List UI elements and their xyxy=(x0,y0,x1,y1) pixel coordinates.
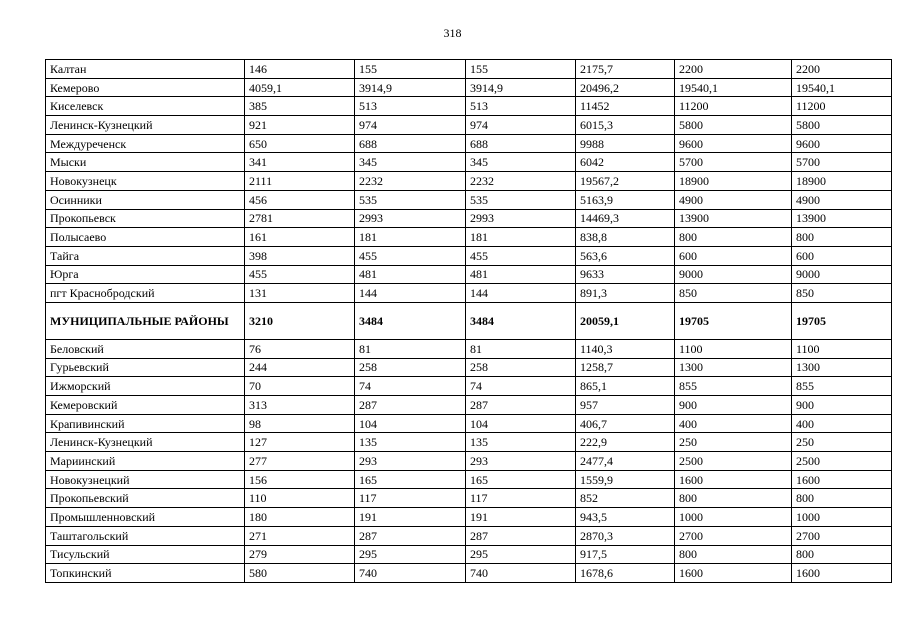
value-cell-col5: 800 xyxy=(675,489,792,508)
table-row xyxy=(46,246,892,265)
value-cell-col1: 398 xyxy=(245,246,355,265)
value-cell-col5: 1600 xyxy=(675,564,792,583)
value-cell-col4: 406,7 xyxy=(576,414,675,433)
row-name-cell: МУНИЦИПАЛЬНЫЕ РАЙОНЫ xyxy=(46,302,245,339)
row-name-cell: Промышленновский xyxy=(46,508,245,527)
table-row xyxy=(46,452,892,471)
value-cell-col6: 1100 xyxy=(792,339,892,358)
table-row xyxy=(46,526,892,545)
value-cell-col3: 104 xyxy=(466,414,576,433)
value-cell-col5: 19540,1 xyxy=(675,78,792,97)
value-cell-col4: 19567,2 xyxy=(576,172,675,191)
value-cell-col5: 1300 xyxy=(675,358,792,377)
table-row xyxy=(46,396,892,415)
row-name-cell: Тайга xyxy=(46,246,245,265)
table-row xyxy=(46,489,892,508)
row-name-cell: Мариинский xyxy=(46,452,245,471)
value-cell-col2: 117 xyxy=(355,489,466,508)
value-cell-col2: 81 xyxy=(355,339,466,358)
value-cell-col5: 18900 xyxy=(675,172,792,191)
value-cell-col2: 740 xyxy=(355,564,466,583)
row-name-cell: Калтан xyxy=(46,60,245,79)
row-name-cell: Ижморский xyxy=(46,377,245,396)
value-cell-col2: 135 xyxy=(355,433,466,452)
value-cell-col3: 117 xyxy=(466,489,576,508)
value-cell-col1: 279 xyxy=(245,545,355,564)
value-cell-col6: 1000 xyxy=(792,508,892,527)
value-cell-col5: 4900 xyxy=(675,190,792,209)
value-cell-col1: 313 xyxy=(245,396,355,415)
value-cell-col1: 244 xyxy=(245,358,355,377)
value-cell-col2: 165 xyxy=(355,470,466,489)
row-name-cell: пгт Краснобродский xyxy=(46,284,245,303)
row-name-cell: Топкинский xyxy=(46,564,245,583)
value-cell-col2: 144 xyxy=(355,284,466,303)
row-name-cell: Новокузнецк xyxy=(46,172,245,191)
value-cell-col2: 345 xyxy=(355,153,466,172)
value-cell-col5: 13900 xyxy=(675,209,792,228)
value-cell-col1: 455 xyxy=(245,265,355,284)
value-cell-col6: 19705 xyxy=(792,302,892,339)
table-row xyxy=(46,97,892,116)
value-cell-col5: 2500 xyxy=(675,452,792,471)
value-cell-col3: 155 xyxy=(466,60,576,79)
value-cell-col3: 513 xyxy=(466,97,576,116)
value-cell-col5: 9600 xyxy=(675,134,792,153)
table-row xyxy=(46,377,892,396)
value-cell-col4: 838,8 xyxy=(576,228,675,247)
value-cell-col3: 740 xyxy=(466,564,576,583)
row-name-cell: Ленинск-Кузнецкий xyxy=(46,116,245,135)
section-header-row xyxy=(46,302,892,339)
value-cell-col3: 455 xyxy=(466,246,576,265)
value-cell-col1: 70 xyxy=(245,377,355,396)
table-row xyxy=(46,153,892,172)
value-cell-col3: 287 xyxy=(466,396,576,415)
value-cell-col3: 74 xyxy=(466,377,576,396)
value-cell-col1: 161 xyxy=(245,228,355,247)
value-cell-col6: 9000 xyxy=(792,265,892,284)
value-cell-col1: 921 xyxy=(245,116,355,135)
table-row xyxy=(46,78,892,97)
value-cell-col4: 1258,7 xyxy=(576,358,675,377)
value-cell-col6: 600 xyxy=(792,246,892,265)
row-name-cell: Таштагольский xyxy=(46,526,245,545)
row-name-cell: Ленинск-Кузнецкий xyxy=(46,433,245,452)
table-row xyxy=(46,228,892,247)
row-name-cell: Кемеровский xyxy=(46,396,245,415)
value-cell-col4: 20496,2 xyxy=(576,78,675,97)
value-cell-col4: 957 xyxy=(576,396,675,415)
table-row xyxy=(46,508,892,527)
value-cell-col2: 535 xyxy=(355,190,466,209)
row-name-cell: Осинники xyxy=(46,190,245,209)
data-table xyxy=(45,59,892,583)
table-row xyxy=(46,60,892,79)
value-cell-col5: 400 xyxy=(675,414,792,433)
value-cell-col6: 2500 xyxy=(792,452,892,471)
table-row xyxy=(46,134,892,153)
row-name-cell: Крапивинский xyxy=(46,414,245,433)
value-cell-col3: 535 xyxy=(466,190,576,209)
value-cell-col1: 156 xyxy=(245,470,355,489)
value-cell-col4: 917,5 xyxy=(576,545,675,564)
value-cell-col2: 295 xyxy=(355,545,466,564)
value-cell-col3: 135 xyxy=(466,433,576,452)
value-cell-col6: 855 xyxy=(792,377,892,396)
value-cell-col4: 943,5 xyxy=(576,508,675,527)
value-cell-col3: 2993 xyxy=(466,209,576,228)
value-cell-col3: 974 xyxy=(466,116,576,135)
value-cell-col4: 222,9 xyxy=(576,433,675,452)
value-cell-col5: 800 xyxy=(675,545,792,564)
value-cell-col3: 3914,9 xyxy=(466,78,576,97)
value-cell-col4: 1140,3 xyxy=(576,339,675,358)
value-cell-col6: 19540,1 xyxy=(792,78,892,97)
value-cell-col4: 563,6 xyxy=(576,246,675,265)
row-name-cell: Киселевск xyxy=(46,97,245,116)
value-cell-col1: 146 xyxy=(245,60,355,79)
table-body xyxy=(46,60,892,583)
value-cell-col2: 688 xyxy=(355,134,466,153)
value-cell-col4: 2477,4 xyxy=(576,452,675,471)
table-row xyxy=(46,172,892,191)
value-cell-col2: 287 xyxy=(355,396,466,415)
value-cell-col1: 131 xyxy=(245,284,355,303)
row-name-cell: Новокузнецкий xyxy=(46,470,245,489)
value-cell-col5: 250 xyxy=(675,433,792,452)
table-row xyxy=(46,284,892,303)
value-cell-col3: 181 xyxy=(466,228,576,247)
table-row xyxy=(46,358,892,377)
value-cell-col5: 11200 xyxy=(675,97,792,116)
value-cell-col5: 5700 xyxy=(675,153,792,172)
value-cell-col1: 110 xyxy=(245,489,355,508)
value-cell-col3: 287 xyxy=(466,526,576,545)
value-cell-col2: 974 xyxy=(355,116,466,135)
value-cell-col2: 3484 xyxy=(355,302,466,339)
value-cell-col6: 1600 xyxy=(792,470,892,489)
value-cell-col5: 2700 xyxy=(675,526,792,545)
table-row xyxy=(46,116,892,135)
value-cell-col4: 6015,3 xyxy=(576,116,675,135)
value-cell-col1: 4059,1 xyxy=(245,78,355,97)
table-row xyxy=(46,470,892,489)
value-cell-col4: 11452 xyxy=(576,97,675,116)
value-cell-col6: 5700 xyxy=(792,153,892,172)
value-cell-col6: 800 xyxy=(792,228,892,247)
value-cell-col6: 900 xyxy=(792,396,892,415)
value-cell-col1: 2111 xyxy=(245,172,355,191)
table-row xyxy=(46,433,892,452)
table-row xyxy=(46,265,892,284)
value-cell-col3: 191 xyxy=(466,508,576,527)
row-name-cell: Полысаево xyxy=(46,228,245,247)
value-cell-col1: 3210 xyxy=(245,302,355,339)
row-name-cell: Кемерово xyxy=(46,78,245,97)
row-name-cell: Тисульский xyxy=(46,545,245,564)
value-cell-col4: 5163,9 xyxy=(576,190,675,209)
value-cell-col4: 20059,1 xyxy=(576,302,675,339)
value-cell-col4: 1559,9 xyxy=(576,470,675,489)
row-name-cell: Прокопьевск xyxy=(46,209,245,228)
value-cell-col2: 513 xyxy=(355,97,466,116)
page-number: 318 xyxy=(443,26,462,40)
value-cell-col2: 3914,9 xyxy=(355,78,466,97)
value-cell-col2: 293 xyxy=(355,452,466,471)
value-cell-col6: 2700 xyxy=(792,526,892,545)
value-cell-col1: 2781 xyxy=(245,209,355,228)
value-cell-col3: 2232 xyxy=(466,172,576,191)
value-cell-col5: 1000 xyxy=(675,508,792,527)
value-cell-col2: 481 xyxy=(355,265,466,284)
value-cell-col4: 9988 xyxy=(576,134,675,153)
table-row xyxy=(46,545,892,564)
row-name-cell: Беловский xyxy=(46,339,245,358)
table-row xyxy=(46,209,892,228)
value-cell-col5: 800 xyxy=(675,228,792,247)
value-cell-col3: 481 xyxy=(466,265,576,284)
value-cell-col6: 5800 xyxy=(792,116,892,135)
value-cell-col6: 4900 xyxy=(792,190,892,209)
value-cell-col6: 250 xyxy=(792,433,892,452)
value-cell-col4: 14469,3 xyxy=(576,209,675,228)
row-name-cell: Гурьевский xyxy=(46,358,245,377)
value-cell-col5: 9000 xyxy=(675,265,792,284)
value-cell-col1: 271 xyxy=(245,526,355,545)
value-cell-col1: 580 xyxy=(245,564,355,583)
value-cell-col6: 1600 xyxy=(792,564,892,583)
value-cell-col6: 400 xyxy=(792,414,892,433)
row-name-cell: Прокопьевский xyxy=(46,489,245,508)
value-cell-col6: 11200 xyxy=(792,97,892,116)
value-cell-col1: 385 xyxy=(245,97,355,116)
value-cell-col2: 2232 xyxy=(355,172,466,191)
value-cell-col1: 650 xyxy=(245,134,355,153)
value-cell-col1: 456 xyxy=(245,190,355,209)
value-cell-col1: 98 xyxy=(245,414,355,433)
value-cell-col5: 1100 xyxy=(675,339,792,358)
value-cell-col2: 74 xyxy=(355,377,466,396)
value-cell-col1: 76 xyxy=(245,339,355,358)
row-name-cell: Юрга xyxy=(46,265,245,284)
value-cell-col3: 81 xyxy=(466,339,576,358)
value-cell-col4: 2870,3 xyxy=(576,526,675,545)
value-cell-col6: 1300 xyxy=(792,358,892,377)
value-cell-col6: 13900 xyxy=(792,209,892,228)
value-cell-col4: 9633 xyxy=(576,265,675,284)
value-cell-col5: 5800 xyxy=(675,116,792,135)
value-cell-col2: 258 xyxy=(355,358,466,377)
value-cell-col5: 900 xyxy=(675,396,792,415)
value-cell-col5: 855 xyxy=(675,377,792,396)
value-cell-col5: 2200 xyxy=(675,60,792,79)
table-row xyxy=(46,564,892,583)
table-row xyxy=(46,339,892,358)
value-cell-col5: 1600 xyxy=(675,470,792,489)
value-cell-col3: 165 xyxy=(466,470,576,489)
value-cell-col3: 688 xyxy=(466,134,576,153)
value-cell-col2: 191 xyxy=(355,508,466,527)
value-cell-col4: 1678,6 xyxy=(576,564,675,583)
table-row xyxy=(46,190,892,209)
value-cell-col4: 891,3 xyxy=(576,284,675,303)
table-row xyxy=(46,414,892,433)
value-cell-col1: 277 xyxy=(245,452,355,471)
row-name-cell: Междуреченск xyxy=(46,134,245,153)
value-cell-col4: 6042 xyxy=(576,153,675,172)
value-cell-col6: 2200 xyxy=(792,60,892,79)
value-cell-col2: 287 xyxy=(355,526,466,545)
value-cell-col4: 852 xyxy=(576,489,675,508)
value-cell-col2: 2993 xyxy=(355,209,466,228)
value-cell-col1: 341 xyxy=(245,153,355,172)
value-cell-col3: 258 xyxy=(466,358,576,377)
value-cell-col2: 181 xyxy=(355,228,466,247)
value-cell-col5: 19705 xyxy=(675,302,792,339)
value-cell-col5: 600 xyxy=(675,246,792,265)
value-cell-col2: 155 xyxy=(355,60,466,79)
value-cell-col6: 850 xyxy=(792,284,892,303)
value-cell-col6: 18900 xyxy=(792,172,892,191)
value-cell-col3: 3484 xyxy=(466,302,576,339)
value-cell-col3: 295 xyxy=(466,545,576,564)
value-cell-col5: 850 xyxy=(675,284,792,303)
row-name-cell: Мыски xyxy=(46,153,245,172)
value-cell-col6: 800 xyxy=(792,545,892,564)
value-cell-col3: 345 xyxy=(466,153,576,172)
value-cell-col2: 104 xyxy=(355,414,466,433)
value-cell-col6: 800 xyxy=(792,489,892,508)
value-cell-col4: 865,1 xyxy=(576,377,675,396)
value-cell-col3: 293 xyxy=(466,452,576,471)
value-cell-col2: 455 xyxy=(355,246,466,265)
value-cell-col1: 127 xyxy=(245,433,355,452)
value-cell-col4: 2175,7 xyxy=(576,60,675,79)
value-cell-col3: 144 xyxy=(466,284,576,303)
value-cell-col6: 9600 xyxy=(792,134,892,153)
value-cell-col1: 180 xyxy=(245,508,355,527)
